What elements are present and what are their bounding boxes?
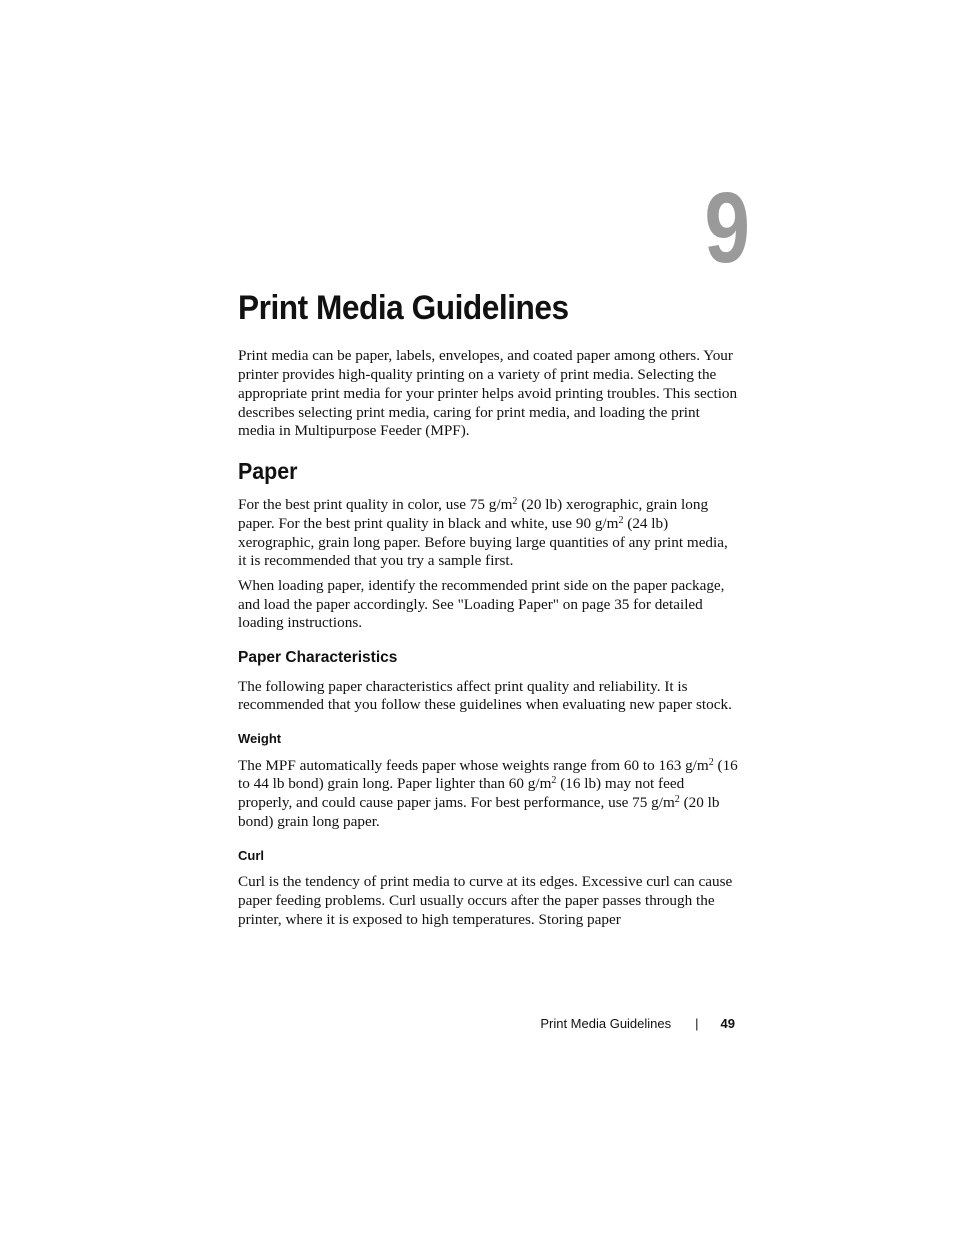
page-footer: [480, 1016, 735, 1031]
subsection-heading-characteristics: Paper Characteristics: [238, 649, 398, 667]
chapter-number: 9: [704, 172, 750, 284]
footer-separator: |: [695, 1016, 699, 1031]
section-heading-paper: Paper: [238, 457, 298, 484]
page-content: [238, 290, 738, 935]
intro-paragraph: Print media can be paper, labels, envelopes, and coated paper among others. Your printer provides high-quality printing on a variety of print media. Selecting the appropriate print media for your printer helps avoid printing troubles. This section describes selecting print media, caring for print media, and loading the print media in Multipurpose Feeder (MPF).: [238, 347, 738, 440]
paper-paragraph-2: When loading paper, identify the recommended print side on the paper package, and load the paper accordingly. See "Loading Paper" on page 35 for detailed loading instructions.: [238, 577, 725, 632]
footer-section-title: Print Media Guidelines: [540, 1016, 672, 1031]
page-number: 49: [720, 1016, 735, 1031]
paper-paragraph-1: For the best print quality in color, use 75 $g/m^2$ (20 lb) xerographic, grain long paper. For the best print quality in black and white, use 90 $g/m^2$ (24 lb) xerographic, grain long paper. Before buying large quantities of any print media, it is recommended that you try a sample first.: [238, 496, 728, 570]
curl-paragraph: Curl is the tendency of print media to curve at its edges. Excessive curl can cause paper feeding problems. Curl usually occurs after the paper passes through the printer, where it is exposed to high temperatures. Storing paper: [238, 873, 733, 928]
chapter-title: Print Media Guidelines: [238, 289, 569, 327]
heading-weight: Weight: [238, 731, 282, 747]
characteristics-paragraph: The following paper characteristics affect print quality and reliability. It is recommended that you follow these guidelines when evaluating new paper stock.: [238, 677, 732, 714]
weight-paragraph: The MPF automatically feeds paper whose weights range from 60 to 163 $g/m^2$ (16 to 44 lb bond) grain long. Paper lighter than 60 $g/m^2$ (16 lb) may not feed properly, and could cause paper jams. For best performance, use 75 $g/m^2$ (20 lb bond) grain long paper.: [238, 756, 738, 830]
heading-curl: Curl: [238, 847, 264, 863]
